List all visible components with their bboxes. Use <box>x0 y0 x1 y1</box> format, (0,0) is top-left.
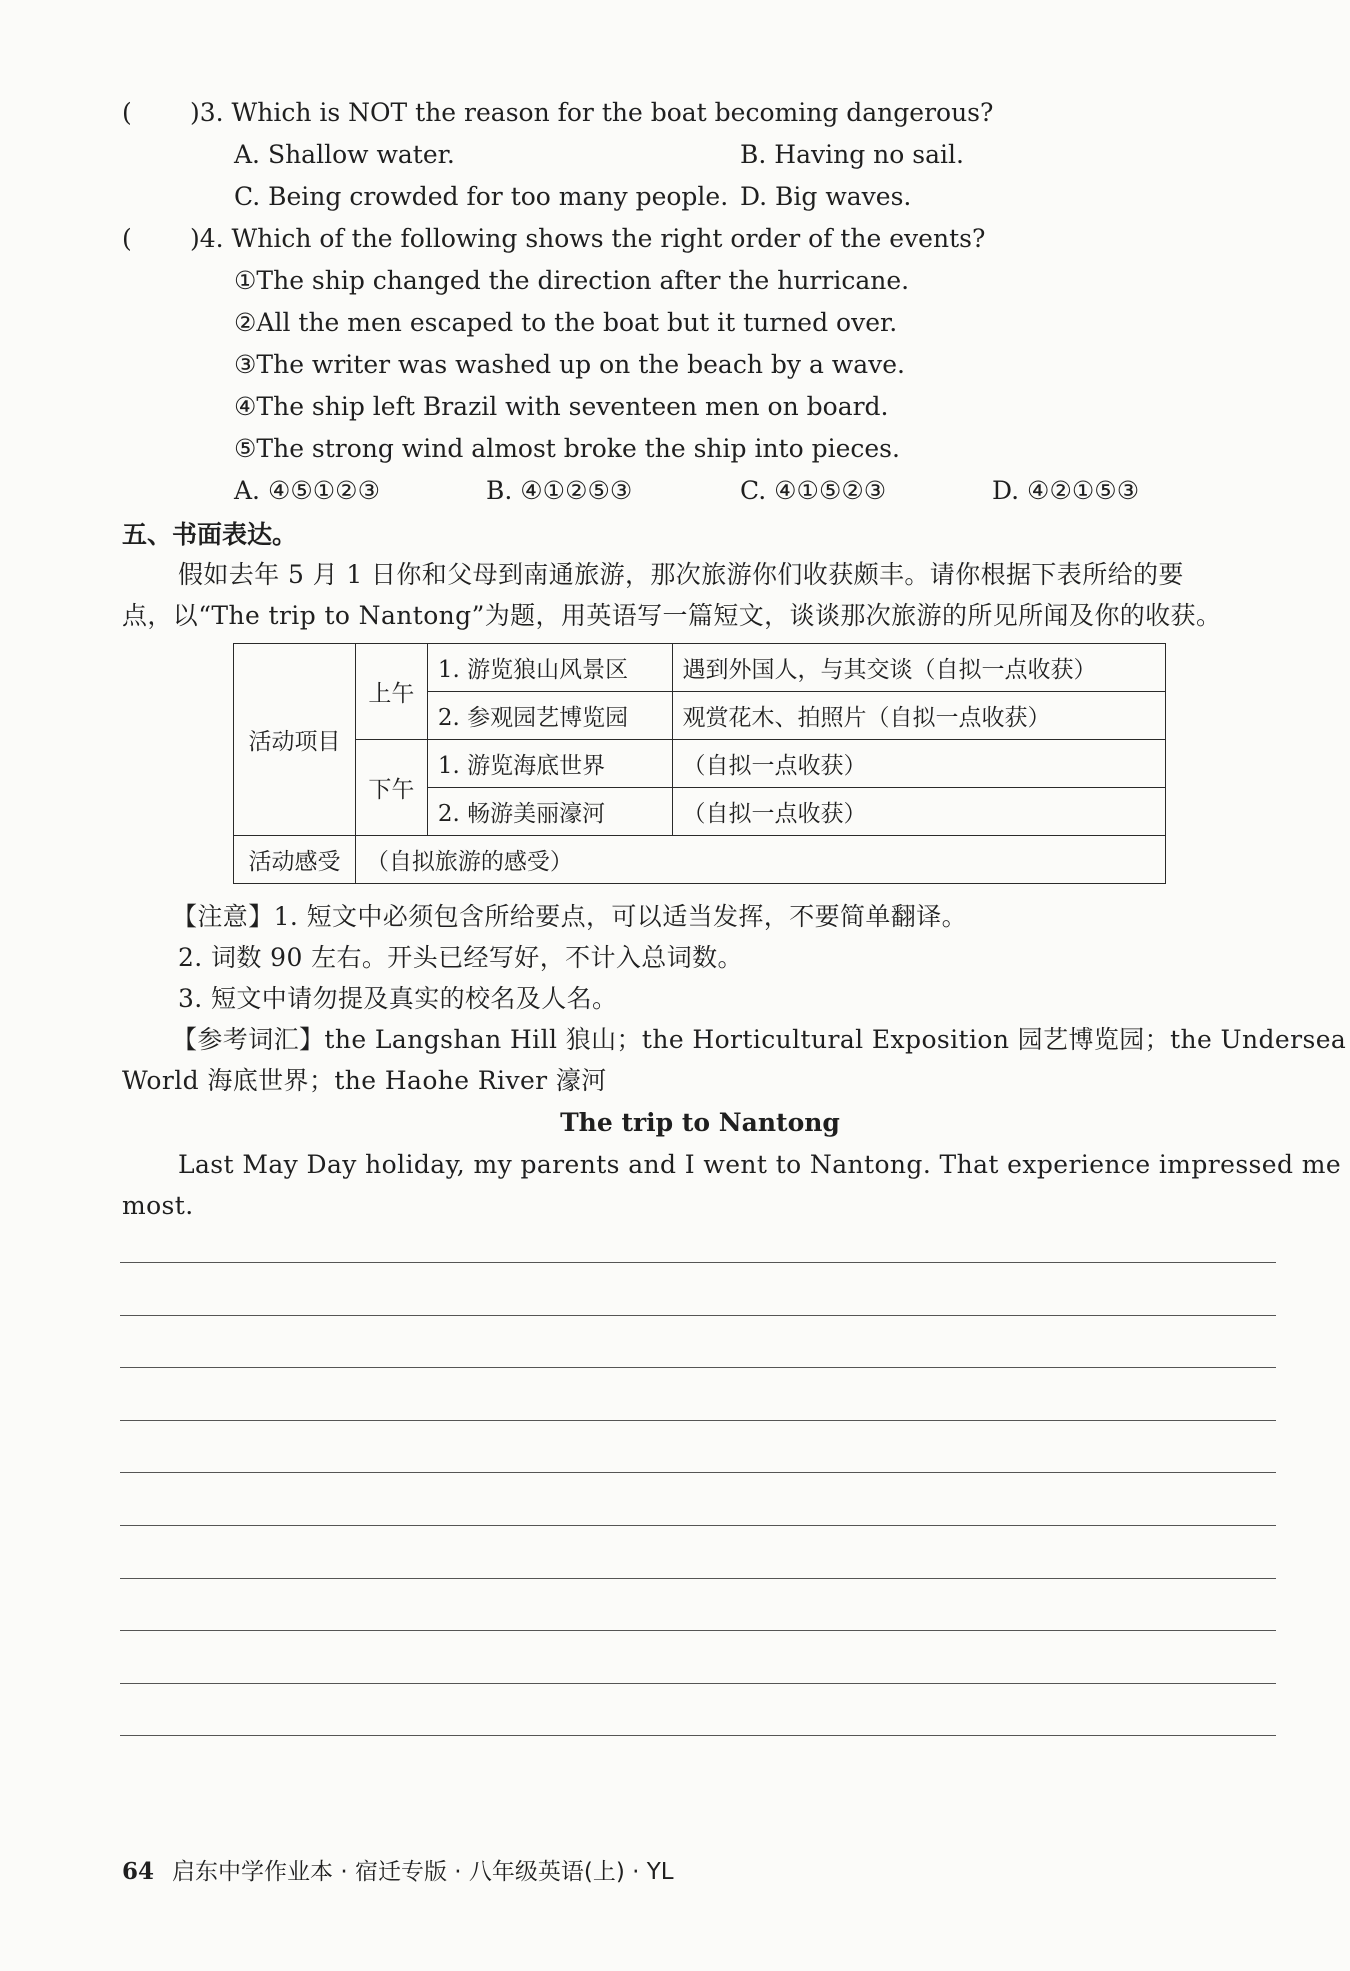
writing-line[interactable] <box>120 1315 1276 1316</box>
vocab-line-1: 【参考词汇】the Langshan Hill 狼山；the Horticultural Exposition 园艺博览园；the Undersea <box>172 1025 1347 1054</box>
option-a: A. ④⑤①②③ <box>234 476 381 505</box>
morning-item-2: 2. 参观园艺博览园 <box>427 692 672 740</box>
essay-opening-line-2: most. <box>122 1191 194 1220</box>
option-d: D. Big waves. <box>740 182 912 211</box>
activity-table <box>233 643 1166 884</box>
option-c: C. Being crowded for too many people. <box>234 182 729 211</box>
writing-line[interactable] <box>120 1578 1276 1579</box>
intro-line-1: 假如去年 5 月 1 日你和父母到南通旅游，那次旅游你们收获颇丰。请你根据下表所给的要 <box>178 560 1184 589</box>
essay-opening-line-1: Last May Day holiday, my parents and I went to Nantong. That experience impressed me <box>178 1150 1342 1179</box>
book-title: 启东中学作业本 · 宿迁专版 · 八年级英语(上) · YL <box>172 1859 674 1885</box>
essay-title: The trip to Nantong <box>560 1108 840 1137</box>
page-number: 64 <box>122 1858 155 1885</box>
question-3 <box>122 98 993 128</box>
morning-note-2: 观赏花木、拍照片（自拟一点收获） <box>672 692 1165 740</box>
page-footer <box>122 1853 674 1886</box>
activity-label: 活动项目 <box>234 644 356 836</box>
afternoon-item-2: 2. 畅游美丽濠河 <box>427 788 672 836</box>
morning-note-1: 遇到外国人，与其交谈（自拟一点收获） <box>672 644 1165 692</box>
option-c: C. ④①⑤②③ <box>740 476 887 505</box>
answer-bracket[interactable]: ( <box>122 224 132 253</box>
option-b: B. ④①②⑤③ <box>486 476 633 505</box>
morning-item-1: 1. 游览狼山风景区 <box>427 644 672 692</box>
option-d: D. ④②①⑤③ <box>992 476 1140 505</box>
note-line-3: 3. 短文中请勿提及真实的校名及人名。 <box>178 984 618 1013</box>
writing-line[interactable] <box>120 1472 1276 1473</box>
afternoon-item-1: 1. 游览海底世界 <box>427 740 672 788</box>
feeling-note: （自拟旅游的感受） <box>355 836 1165 884</box>
event-4: ④The ship left Brazil with seventeen men on board. <box>234 392 889 421</box>
feeling-label: 活动感受 <box>234 836 356 884</box>
writing-line[interactable] <box>120 1262 1276 1263</box>
event-5: ⑤The strong wind almost broke the ship into pieces. <box>234 434 900 463</box>
morning-label: 上午 <box>355 644 427 740</box>
option-a: A. Shallow water. <box>234 140 455 169</box>
writing-line[interactable] <box>120 1735 1276 1736</box>
event-2: ②All the men escaped to the boat but it turned over. <box>234 308 898 337</box>
question-4 <box>122 224 985 254</box>
afternoon-note-2: （自拟一点收获） <box>672 788 1165 836</box>
question-text: )3. Which is NOT the reason for the boat becoming dangerous? <box>190 98 994 127</box>
writing-line[interactable] <box>120 1367 1276 1368</box>
intro-line-2: 点，以“The trip to Nantong”为题，用英语写一篇短文，谈谈那次旅游的所见所闻及你的收获。 <box>122 601 1222 630</box>
option-b: B. Having no sail. <box>740 140 964 169</box>
event-3: ③The writer was washed up on the beach by a wave. <box>234 350 905 379</box>
section-heading: 五、书面表达。 <box>122 520 298 549</box>
note-line-2: 2. 词数 90 左右。开头已经写好，不计入总词数。 <box>178 943 743 972</box>
writing-line[interactable] <box>120 1420 1276 1421</box>
afternoon-note-1: （自拟一点收获） <box>672 740 1165 788</box>
answer-bracket[interactable]: ( <box>122 98 132 127</box>
writing-line[interactable] <box>120 1683 1276 1684</box>
vocab-line-2: World 海底世界；the Haohe River 濠河 <box>122 1066 607 1095</box>
question-text: )4. Which of the following shows the right order of the events? <box>190 224 986 253</box>
writing-line[interactable] <box>120 1630 1276 1631</box>
writing-line[interactable] <box>120 1525 1276 1526</box>
event-1: ①The ship changed the direction after the hurricane. <box>234 266 910 295</box>
note-line-1: 【注意】1. 短文中必须包含所给要点，可以适当发挥，不要简单翻译。 <box>172 902 968 931</box>
afternoon-label: 下午 <box>355 740 427 836</box>
